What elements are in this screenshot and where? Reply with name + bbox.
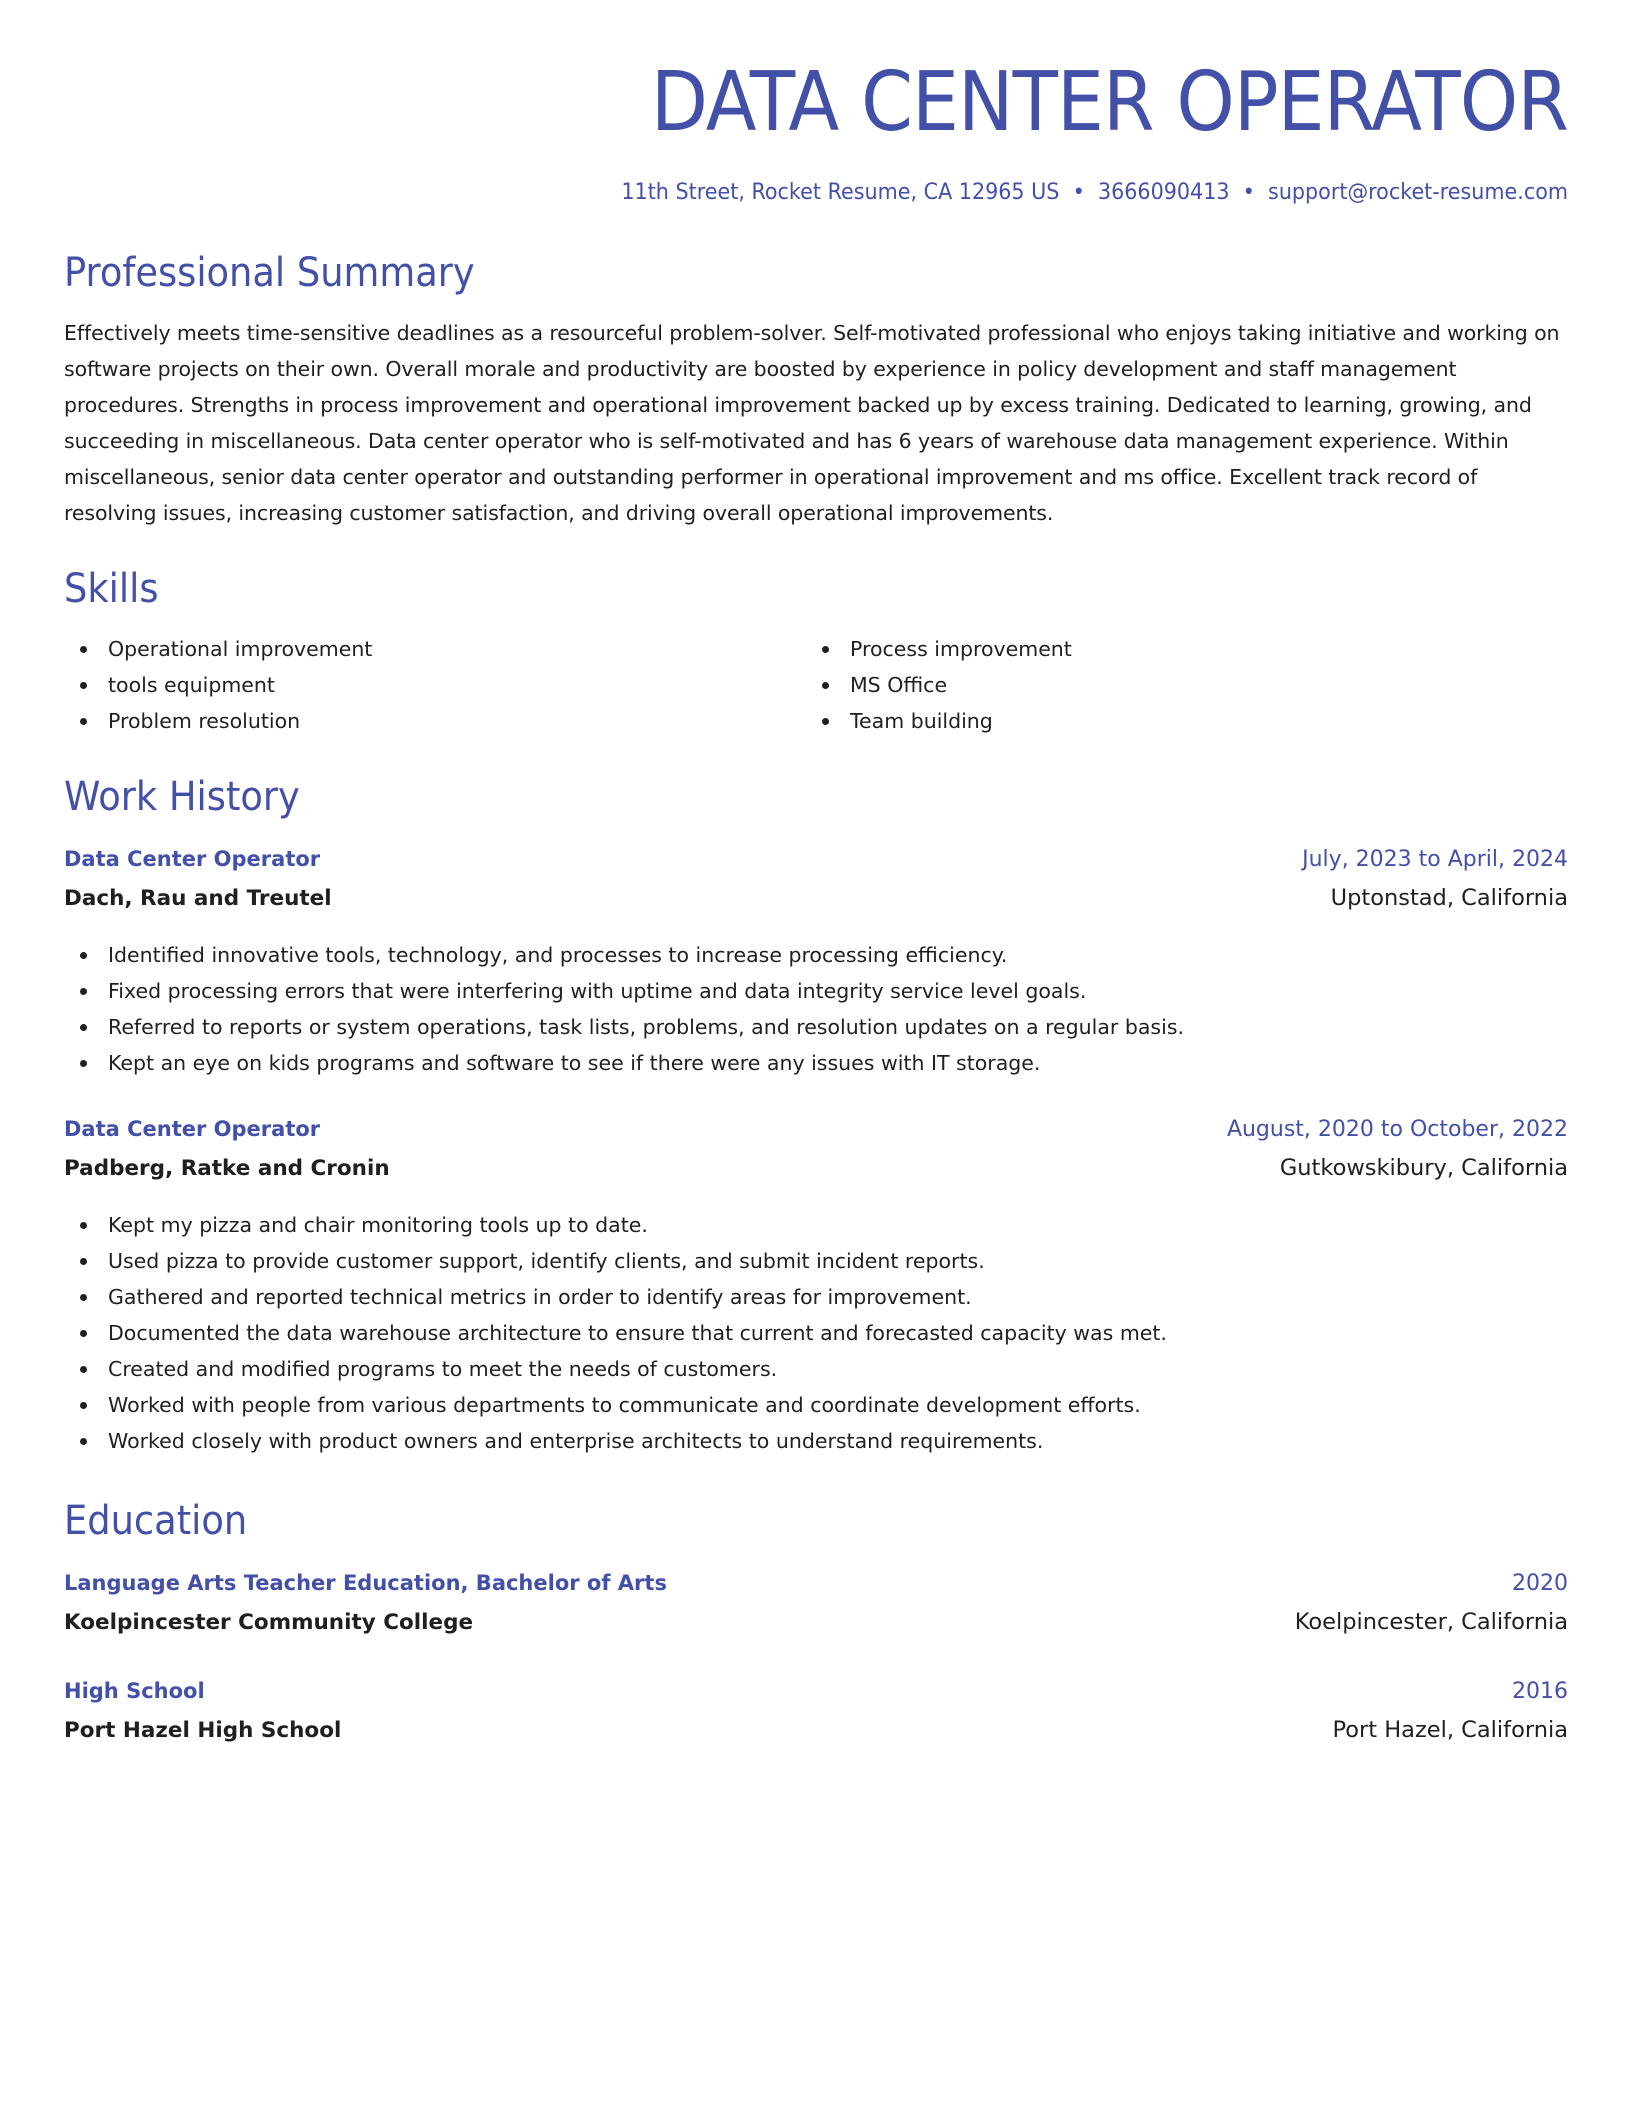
job-bullet: Worked closely with product owners and enterprise architects to understand requirements. [64,1423,1568,1459]
contact-separator: • [1242,180,1255,205]
contact-separator: • [1072,180,1085,205]
skill-item: tools equipment [64,667,806,703]
job-bullet: Referred to reports or system operations, task lists, problems, and resolution updates on a regular basis. [64,1009,1568,1045]
work-entry [64,847,1568,1081]
skills-column-right [806,631,1548,739]
skills-heading: Skills [64,566,159,612]
degree: Language Arts Teacher Education, Bachelor of Arts [64,1571,667,1595]
job-bullet: Kept my pizza and chair monitoring tools up to date. [64,1207,1568,1243]
skills-column-left [64,631,806,739]
resume-page [64,0,1568,1755]
job-bullet: Gathered and reported technical metrics in order to identify areas for improvement. [64,1279,1568,1315]
school-name: Port Hazel High School [64,1718,342,1743]
skill-item: Problem resolution [64,703,806,739]
skill-item: Operational improvement [64,631,806,667]
skill-item: MS Office [806,667,1548,703]
summary-heading: Professional Summary [64,250,475,296]
skill-item: Team building [806,703,1548,739]
email: support@rocket-resume.com [1268,180,1568,205]
summary-text: Effectively meets time-sensitive deadlines as a resourceful problem-solver. Self-motivated professional who enjoys taking initiative and working on software projects on their own. Overall morale and productivity are boosted by experience in policy development and staff management procedures. Strengths in process improvement and operational improvement backed up by excess training. Dedicated to learning, growing, and succeeding in miscellaneous. Data center operator who is self-motivated and has 6 years of warehouse data management experience. Within miscellaneous, senior data center operator and outstanding performer in operational improvement and ms office. Excellent track record of resolving issues, increasing customer satisfaction, and driving overall operational improvements. [64,321,1560,525]
work-history-heading: Work History [64,774,300,820]
job-dates: August, 2020 to October, 2022 [1226,1117,1568,1142]
job-bullet: Documented the data warehouse architecture to ensure that current and forecasted capacity was met. [64,1315,1568,1351]
job-dates: July, 2023 to April, 2024 [1302,847,1568,872]
job-role: Data Center Operator [64,1117,321,1141]
address: 11th Street, Rocket Resume, CA 12965 US [621,180,1060,205]
work-entry [64,1117,1568,1459]
job-bullets [64,937,1568,1081]
education-entry [64,1571,1568,1647]
job-bullet: Kept an eye on kids programs and software to see if there were any issues with IT storage. [64,1045,1568,1081]
job-location: Gutkowskibury, California [1279,1155,1568,1181]
skill-item: Process improvement [806,631,1548,667]
skills-grid [64,631,1568,739]
job-bullet: Worked with people from various departments to communicate and coordinate development efforts. [64,1387,1568,1423]
job-company: Dach, Rau and Treutel [64,886,332,911]
education-heading: Education [64,1498,248,1544]
job-company: Padberg, Ratke and Cronin [64,1156,390,1181]
school-location: Koelpincester, California [1294,1609,1568,1635]
graduation-year: 2020 [1512,1571,1568,1596]
job-role: Data Center Operator [64,847,321,871]
job-location: Uptonstad, California [1330,885,1568,911]
job-bullets [64,1207,1568,1459]
job-bullet: Identified innovative tools, technology, and processes to increase processing efficiency. [64,937,1568,973]
job-bullet: Used pizza to provide customer support, identify clients, and submit incident reports. [64,1243,1568,1279]
degree: High School [64,1679,205,1703]
phone: 3666090413 [1097,180,1230,205]
job-bullet: Fixed processing errors that were interfering with uptime and data integrity service level goals. [64,973,1568,1009]
job-bullet: Created and modified programs to meet the needs of customers. [64,1351,1568,1387]
candidate-title: DATA CENTER OPERATOR [650,55,1568,150]
school-name: Koelpincester Community College [64,1610,474,1635]
contact-line [154,180,1568,205]
school-location: Port Hazel, California [1332,1717,1568,1743]
graduation-year: 2016 [1512,1679,1568,1704]
education-entry [64,1679,1568,1755]
